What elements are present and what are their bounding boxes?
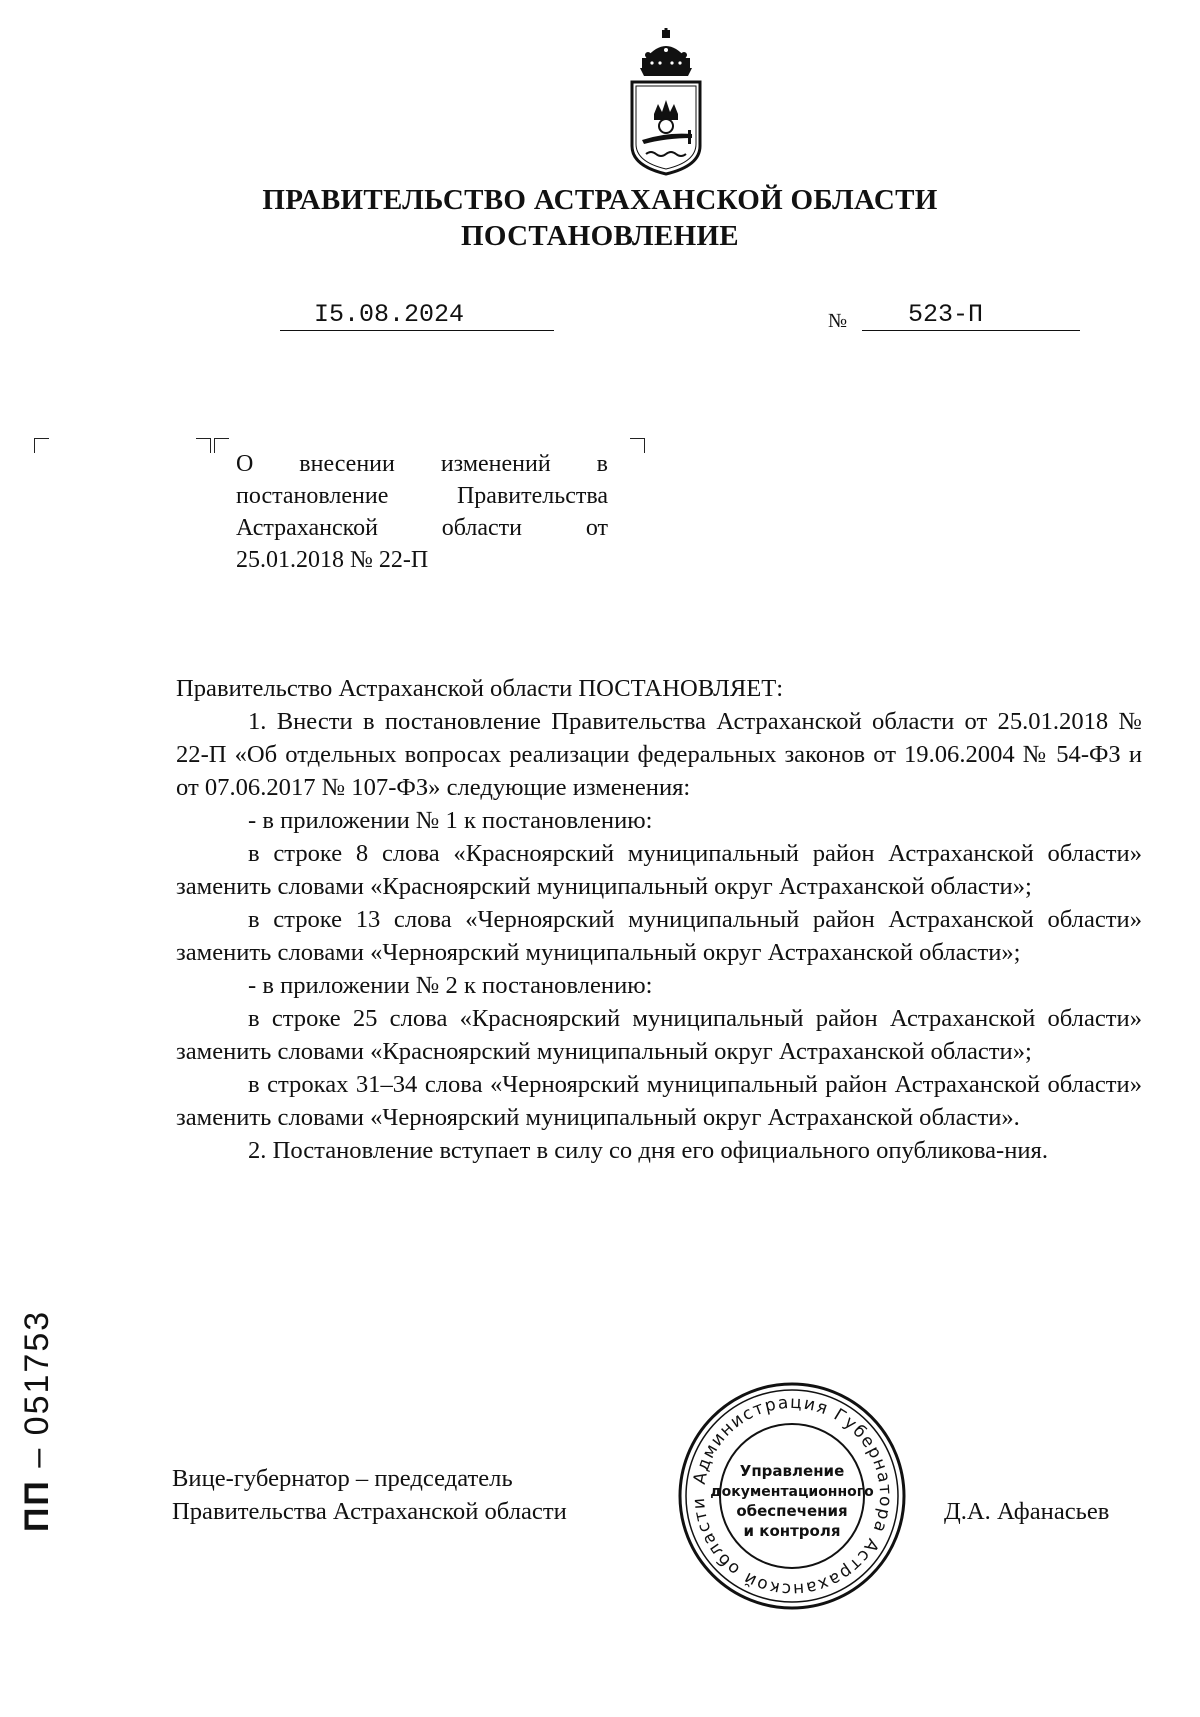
document-date: I5.08.2024 (314, 300, 465, 329)
stamp-inner-line: и контроля (743, 1522, 841, 1540)
corner-mark-subject-right (630, 438, 645, 453)
side-registration-code: ПП – 051753 (18, 1309, 56, 1532)
number-sign: № (828, 310, 848, 332)
body-paragraph: в строках 31–34 слова «Черноярский муниципальный район Астраханской области» заменить словами «Черноярский муниципальный округ Астраханской области». (176, 1071, 1142, 1131)
body-paragraph: в строке 25 слова «Красноярский муниципальный район Астраханской области» заменить словами «Красноярский муниципальный округ Астраханской области»; (176, 1005, 1142, 1065)
subject-line: О внесении изменений в (236, 451, 608, 477)
organization-title: ПРАВИТЕЛЬСТВО АСТРАХАНСКОЙ ОБЛАСТИ (262, 184, 938, 216)
body-paragraph: 2. Постановление вступает в силу со дня его официального опубликова-ния. (248, 1137, 1049, 1164)
corner-mark-subject-a (196, 438, 211, 453)
body-paragraph: в строке 8 слова «Красноярский муниципальный район Астраханской области» заменить словами «Красноярский муниципальный округ Астраханской области»; (176, 840, 1142, 900)
official-stamp (676, 1380, 908, 1612)
document-number: 523-П (908, 300, 984, 329)
side-code-number: 051753 (18, 1309, 56, 1436)
stamp-inner-line: документационного (710, 1484, 874, 1500)
document-subject (236, 448, 608, 576)
side-code-prefix: ПП (18, 1479, 56, 1532)
signatory-name: Д.А. Афанасьев (944, 1498, 1110, 1525)
subject-line: Астраханской области от (236, 515, 608, 541)
stamp-inner-line: Управление (739, 1462, 845, 1480)
body-paragraph: - в приложении № 2 к постановлению: (248, 972, 653, 999)
date-underline (280, 330, 554, 331)
corner-mark-left (34, 438, 49, 453)
stamp-inner-line: обеспечения (736, 1502, 848, 1520)
preamble: Правительство Астраханской области ПОСТАНОВЛЯЕТ: (176, 675, 784, 702)
position-line: Вице-губернатор – председатель (172, 1465, 513, 1492)
subject-line: постановление Правительства (236, 483, 608, 509)
subject-line: 25.01.2018 № 22-П (236, 547, 429, 573)
body-paragraph: в строке 13 слова «Черноярский муниципальный район Астраханской области» заменить словами «Черноярский муниципальный округ Астраханской области»; (176, 906, 1142, 966)
stamp-outer-text: Администрация Губернатора Астраханской области (688, 1392, 896, 1600)
coat-of-arms-emblem (616, 28, 716, 178)
corner-mark-subject-b (214, 438, 229, 453)
body-paragraph: 1. Внести в постановление Правительства Астраханской области от 25.01.2018 № 22-П «Об отдельных вопросах реализации федеральных законов от 19.06.2004 № 54-ФЗ и от 07.06.2017 № 107-ФЗ» следующие изменения: (176, 708, 1142, 801)
number-underline (862, 330, 1080, 331)
signatory-position (172, 1462, 567, 1528)
document-type-title: ПОСТАНОВЛЕНИЕ (461, 220, 739, 252)
document-body (176, 672, 1142, 1167)
position-line: Правительства Астраханской области (172, 1498, 567, 1525)
body-paragraph: - в приложении № 1 к постановлению: (248, 807, 653, 834)
